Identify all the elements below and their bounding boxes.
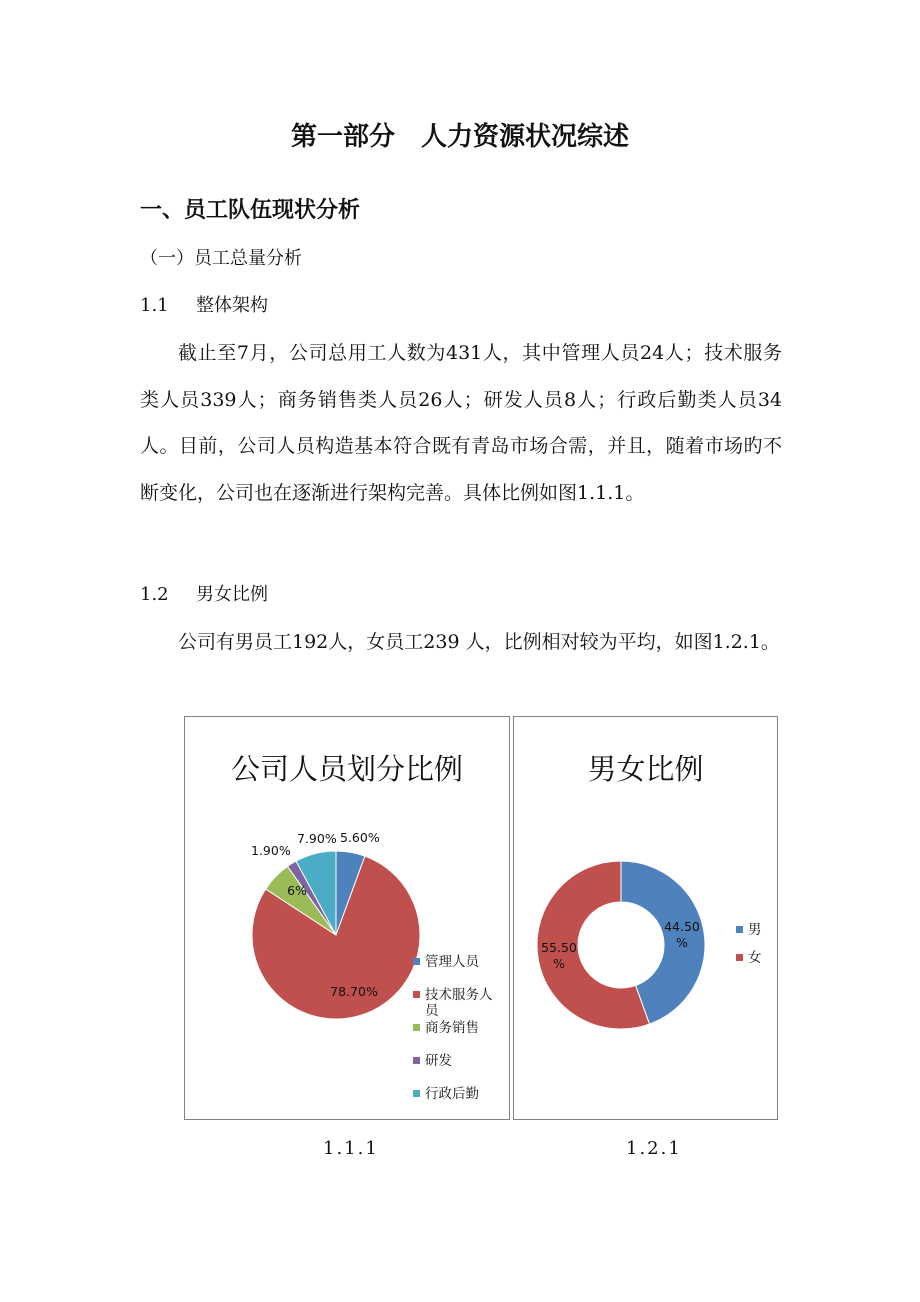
legend-label-1: 女 xyxy=(748,950,762,966)
data-label-1: 78.70% xyxy=(330,984,378,999)
legend-label-2: 商务销售 xyxy=(425,1020,479,1036)
legend-label-3: 研发 xyxy=(425,1053,452,1069)
doughnut-chart-svg xyxy=(514,717,777,1119)
paragraph-gender: 公司有男员工192人，女员工239 人，比例相对较为平均，如图1.2.1。 xyxy=(178,631,780,653)
figure-caption-2: 1.2.1 xyxy=(626,1138,682,1159)
subsection-heading: （一）员工总量分析 xyxy=(140,248,302,269)
chart-gender-ratio xyxy=(513,716,778,1120)
legend-swatch-1 xyxy=(736,954,743,961)
legend-swatch-3 xyxy=(413,1057,420,1064)
legend-label-0: 管理人员 xyxy=(425,954,479,970)
legend-swatch-4 xyxy=(413,1090,420,1097)
heading-1-1-label: 整体架构 xyxy=(196,295,268,316)
legend-label-4: 行政后勤 xyxy=(425,1086,479,1102)
data-label-0: 44.50 % xyxy=(664,919,700,950)
chart-title: 公司人员划分比例 xyxy=(230,752,463,786)
data-label-3: 1.90% xyxy=(251,843,291,858)
heading-1-1 xyxy=(140,291,268,317)
figure-caption-1: 1.1.1 xyxy=(323,1138,379,1159)
paragraph-structure: 截止至7月，公司总用工人数为431人，其中管理人员24人；技术服务类人员339人；商务销售类人员26人；研发人员8人；行政后勤类人员34人。目前，公司人员构造基本符合既有青岛市场合需，并且，随着市场旳不断变化，公司也在逐渐进行架构完善。具体比例如图1.1.1。 xyxy=(140,342,782,504)
chart-staff-distribution xyxy=(184,716,510,1120)
heading-1-2-label: 男女比例 xyxy=(196,584,268,605)
legend-swatch-0 xyxy=(413,958,420,965)
legend-swatch-1 xyxy=(413,991,420,998)
heading-1-2 xyxy=(140,580,268,606)
heading-1-1-number: 1.1 xyxy=(140,295,169,316)
data-label-1: 55.50 % xyxy=(541,940,577,971)
legend-swatch-2 xyxy=(413,1024,420,1031)
legend-swatch-0 xyxy=(736,926,743,933)
chart-title: 男女比例 xyxy=(587,752,704,786)
data-label-4: 7.90% xyxy=(297,831,337,846)
legend-label-1: 技术服务人员 xyxy=(425,987,493,1019)
data-label-0: 5.60% xyxy=(340,830,380,845)
heading-1-2-number: 1.2 xyxy=(140,584,169,605)
section-heading: 一、员工队伍现状分析 xyxy=(140,198,361,223)
data-label-2: 6% xyxy=(287,883,307,898)
page-title: 第一部分 人力资源状况综述 xyxy=(290,122,629,152)
legend-label-0: 男 xyxy=(748,922,762,938)
pie-chart-svg xyxy=(185,717,509,1119)
